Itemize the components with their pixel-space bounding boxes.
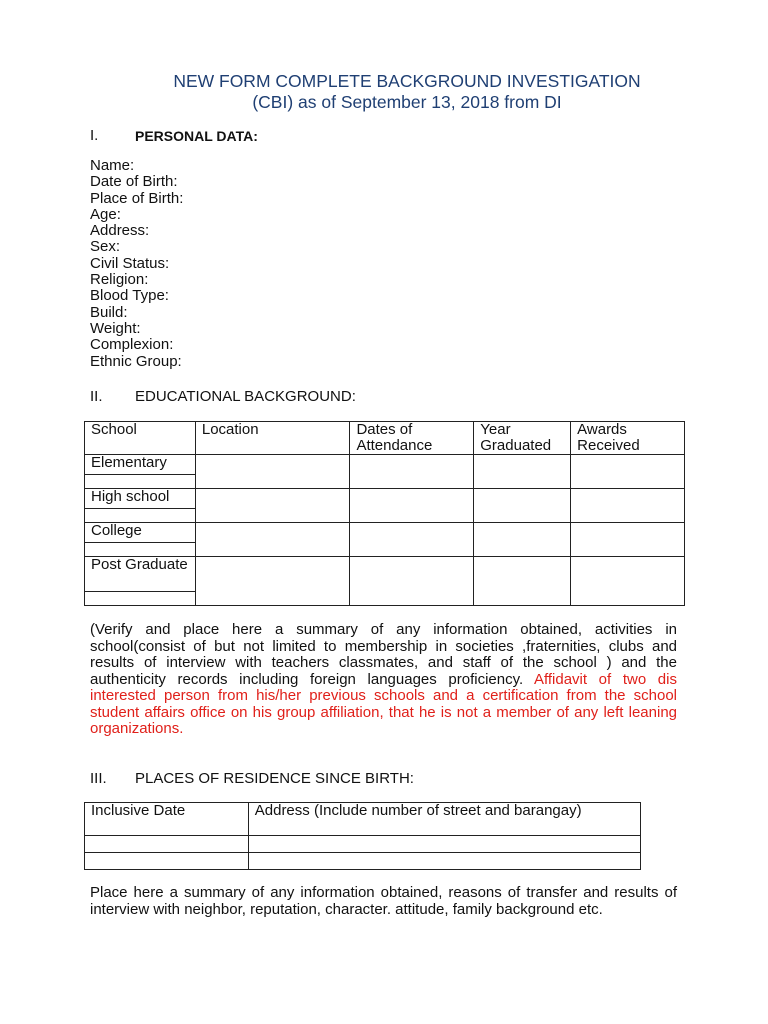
field-age: Age: [90,205,121,223]
section3-number: III. [90,770,107,787]
table-cell[interactable] [474,523,571,557]
table-cell[interactable] [248,836,640,853]
table-cell[interactable] [248,853,640,870]
field-build: Build: [90,303,128,321]
header-school: School [85,422,196,455]
header-year-graduated: Year Graduated [474,422,571,455]
table-subcell[interactable] [85,543,196,557]
field-date-of-birth: Date of Birth: [90,173,178,191]
section1-number: I. [90,127,99,144]
header-inclusive-date: Inclusive Date [85,803,249,836]
field-ethnic-group: Ethnic Group: [90,352,182,370]
table-row [85,523,685,543]
header-address: Address (Include number of street and barangay) [248,803,640,836]
table-cell[interactable] [195,557,350,606]
field-name: Name: [90,157,135,174]
table-header-row [85,803,641,836]
education-summary-text: (Verify and place here a summary of any information obtained, activities in school(consist of but not limited to membership in societies ,fraternities, clubs and results of interview with teachers classmates, and staff of the school ) and the authenticity records including foreign languages proficiency. [90,621,677,688]
form-title-line2: (CBI) as of September 13, 2018 from DI [252,92,562,112]
field-civil-status: Civil Status: [90,254,170,272]
table-cell[interactable] [350,489,474,523]
table-cell[interactable] [571,455,685,489]
header-awards-received: Awards Received [571,422,685,455]
personal-data-fields [90,158,183,370]
table-subcell[interactable] [85,509,196,523]
table-header-row [85,422,685,455]
table-cell[interactable] [195,523,350,557]
header-location: Location [195,422,350,455]
table-subcell[interactable] [85,475,196,489]
table-cell[interactable] [571,523,685,557]
table-subcell[interactable] [85,592,196,606]
table-row [85,836,641,853]
table-cell[interactable] [195,489,350,523]
table-cell[interactable] [350,557,474,606]
affidavit-requirement-text: Affidavit of two dis interested person from his/her previous schools and a certification from the school student affairs office on his group affiliation, that he is not a member of any left leaning organizations. [90,670,677,737]
table-cell[interactable] [474,557,571,606]
field-sex: Sex: [90,238,121,256]
row-label-high-school: High school [85,489,196,509]
table-cell[interactable] [474,455,571,489]
field-religion: Religion: [90,271,149,289]
table-cell[interactable] [571,557,685,606]
row-label-post-graduate: Post Graduate [85,557,196,592]
education-table [84,421,685,606]
table-cell[interactable] [350,455,474,489]
table-row [85,853,641,870]
table-cell[interactable] [350,523,474,557]
header-dates-of-attendance: Dates of Attendance [350,422,474,455]
row-label-elementary: Elementary [85,455,196,475]
residence-summary-instructions: Place here a summary of any information obtained, reasons of transfer and results of interview with neighbor, reputation, character. attitude, family background etc. [90,884,677,918]
table-cell[interactable] [474,489,571,523]
education-summary-instructions [90,622,677,738]
table-row [85,489,685,509]
table-cell[interactable] [195,455,350,489]
section3-heading: PLACES OF RESIDENCE SINCE BIRTH: [135,770,414,787]
field-address: Address: [90,222,150,240]
section2-number: II. [90,388,103,405]
table-cell[interactable] [571,489,685,523]
residence-table [84,802,641,870]
form-title-line1: NEW FORM COMPLETE BACKGROUND INVESTIGATION [173,71,641,91]
table-cell[interactable] [85,853,249,870]
field-weight: Weight: [90,319,141,337]
row-label-college: College [85,523,196,543]
field-blood-type: Blood Type: [90,287,169,305]
table-cell[interactable] [85,836,249,853]
section1-heading: PERSONAL DATA: [135,128,258,144]
section2-heading: EDUCATIONAL BACKGROUND: [135,388,356,405]
table-row [85,455,685,475]
table-row [85,557,685,592]
field-complexion: Complexion: [90,336,174,354]
field-place-of-birth: Place of Birth: [90,189,184,207]
